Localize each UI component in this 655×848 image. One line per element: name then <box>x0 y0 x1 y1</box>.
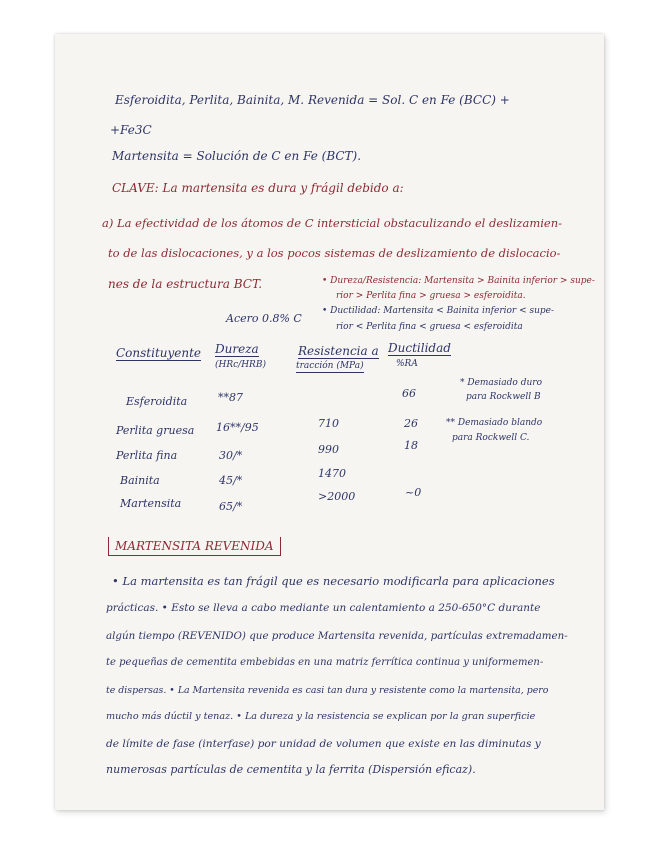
row-ductilidad: 18 <box>404 439 418 452</box>
row-resistencia: 1470 <box>318 467 346 480</box>
footnote-1a: * Demasiado duro <box>460 378 542 388</box>
section-line-8: numerosas partículas de cementita y la ferrita (Dispersión eficaz). <box>106 763 476 776</box>
note-line-7: nes de la estructura BCT. <box>108 277 263 291</box>
row-name: Martensita <box>120 497 182 510</box>
header-ductilidad-units: %RA <box>396 359 418 369</box>
row-resistencia: 990 <box>318 443 339 456</box>
section-line-3: algún tiempo (REVENIDO) que produce Martensita revenida, partículas extremadamen- <box>106 630 568 642</box>
side-note-dureza-1: • Dureza/Resistencia: Martensita > Bainita inferior > supe- <box>322 276 595 286</box>
section-line-6: mucho más dúctil y tenaz. • La dureza y la resistencia se explican por la gran superficie <box>106 711 536 722</box>
header-resistencia: Resistencia a <box>298 344 379 358</box>
header-constituyente: Constituyente <box>116 346 202 360</box>
header-resistencia-units: tracción (MPa) <box>296 361 364 371</box>
row-ductilidad: ~0 <box>405 486 422 499</box>
row-name: Esferoidita <box>126 395 188 408</box>
row-dureza: 65/* <box>219 500 243 513</box>
row-resistencia: 710 <box>318 417 339 430</box>
section-title: MARTENSITA REVENIDA <box>108 537 281 556</box>
row-dureza: **87 <box>218 391 243 404</box>
note-line-4: CLAVE: La martensita es dura y frágil debido a: <box>112 181 404 195</box>
side-note-ductilidad-1: • Ductilidad: Martensita < Bainita inferior < supe- <box>322 306 555 316</box>
header-dureza: Dureza <box>215 342 259 356</box>
row-dureza: 30/* <box>219 449 243 462</box>
section-line-1: • La martensita es tan frágil que es necesario modificarla para aplicaciones <box>112 574 555 588</box>
footnote-2a: ** Demasiado blando <box>446 418 543 428</box>
note-line-2: +Fe3C <box>110 123 152 137</box>
table-title: Acero 0.8% C <box>226 312 302 325</box>
header-dureza-units: (HRc/HRB) <box>215 360 266 370</box>
note-line-5: a) La efectividad de los átomos de C intersticial obstaculizando el deslizamien- <box>102 216 563 230</box>
row-name: Perlita gruesa <box>116 424 195 437</box>
row-name: Bainita <box>120 474 160 487</box>
section-line-7: de límite de fase (interfase) por unidad de volumen que existe en las diminutas y <box>106 738 541 750</box>
note-line-3: Martensita = Solución de C en Fe (BCT). <box>112 149 362 163</box>
section-line-5: te dispersas. • La Martensita revenida es casi tan dura y resistente como la martensita, pero <box>106 685 549 696</box>
section-line-4: te pequeñas de cementita embebidas en una matriz ferrítica continua y uniformemen- <box>106 657 544 668</box>
footnote-1b: para Rockwell B <box>466 392 541 402</box>
note-line-6: to de las dislocaciones, y a los pocos sistemas de deslizamiento de dislocacio- <box>108 246 561 260</box>
row-dureza: 16**/95 <box>216 421 259 434</box>
note-line-1: Esferoidita, Perlita, Bainita, M. Revenida = Sol. C en Fe (BCC) + <box>115 93 510 107</box>
section-line-2: prácticas. • Esto se lleva a cabo mediante un calentamiento a 250-650°C durante <box>106 602 541 614</box>
header-ductilidad: Ductilidad <box>388 341 451 355</box>
footnote-2b: para Rockwell C. <box>452 433 530 443</box>
row-ductilidad: 26 <box>404 417 418 430</box>
side-note-dureza-2: rior > Perlita fina > gruesa > esferoidita. <box>336 291 526 301</box>
side-note-ductilidad-2: rior < Perlita fina < gruesa < esferoidita <box>336 322 523 332</box>
row-resistencia: >2000 <box>318 490 356 503</box>
row-name: Perlita fina <box>116 449 178 462</box>
row-ductilidad: 66 <box>402 387 416 400</box>
row-dureza: 45/* <box>219 474 243 487</box>
